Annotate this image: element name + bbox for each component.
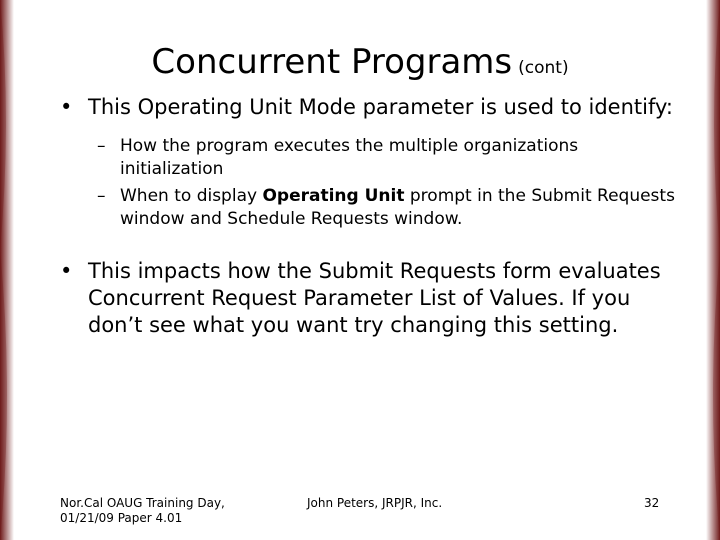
operating-unit-emphasis: Operating Unit [262, 186, 405, 206]
sub-bullet-text: How the program executes the multiple organizations initialization [120, 136, 579, 179]
footer-author: John Peters, JRPJR, Inc. [307, 496, 443, 510]
dash-marker: – [97, 186, 106, 206]
sub-bullet-item [60, 185, 680, 231]
bullet-text: This impacts how the Submit Requests form evaluates Concurrent Request Parameter List of Values. If you don’t see what you want try changing this setting. [88, 259, 661, 337]
slide-body [60, 94, 680, 339]
bullet-text: This Operating Unit Mode parameter is used to identify: [88, 95, 673, 119]
bullet-item [60, 94, 680, 121]
page-number: 32 [644, 496, 660, 510]
sub-bullet-text-start: When to display [120, 186, 263, 206]
slide-title-text: Concurrent Programs [151, 42, 513, 82]
footer-left [60, 496, 280, 526]
footer-event: Nor.Cal OAUG Training Day, [60, 496, 225, 510]
sub-bullet-text-end: prompt in the Submit Requests window and Schedule Requests window. [120, 186, 675, 229]
slide-title-suffix: (cont) [518, 58, 569, 78]
footer-paper: 01/21/09 Paper 4.01 [60, 511, 183, 525]
sub-bullet-item [60, 135, 680, 181]
bullet-marker: • [60, 259, 73, 283]
dash-marker: – [97, 136, 106, 156]
slide-title [0, 40, 720, 90]
bullet-marker: • [60, 95, 73, 119]
bullet-item [60, 258, 680, 339]
